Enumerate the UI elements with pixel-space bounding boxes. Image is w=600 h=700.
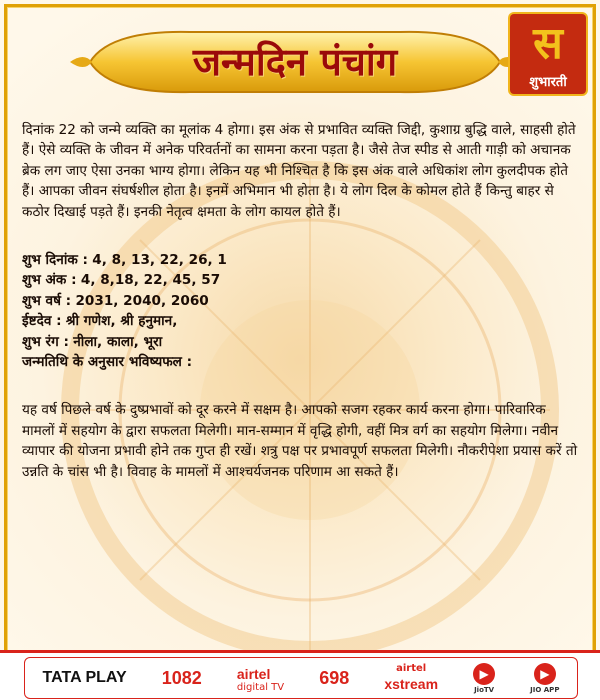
xstream-top-label: airtel (396, 662, 427, 674)
airtel-xstream (384, 664, 438, 693)
logo-text: शुभारती (529, 75, 567, 90)
airtel-digital-tv (237, 664, 284, 693)
lucky-numbers-value: 4, 8,18, 22, 45, 57 (80, 272, 221, 289)
lucky-dates-label: शुभ दिनांक : (22, 252, 88, 269)
lucky-dates-value: 4, 8, 13, 22, 26, 1 (92, 252, 227, 269)
lucky-years-label: शुभ वर्ष : (22, 292, 72, 309)
intro-paragraph: दिनांक 22 को जन्मे व्यक्ति का मूलांक 4 होगा। इस अंक से प्रभावित व्यक्ति जिद्दी, कुशाग्र बुद्धि वाले, साहसी होते हैं। ऐसे व्यक्ति के जीवन में अनेक परिवर्तनों का सामना करना पड़ता है। जैसे तेज स्पीड से आती गाड़ी को अचानक ब्रेक लग जाए ऐसा उनका भाग्य होगा। लेकिन यह भी निश्चित है कि इस अंक वाले अधिकांश लोग कुलदीपक होते हैं। आपका जीवन संघर्षशील होता है। इनमें अभिमान भी होता है। ये लोग दिल के कोमल होते हैं किन्तु बाहर से कठोर दिखाई पड़ते हैं। इनकी नेतृत्व क्षमता के लोग कायल होते हैं। (22, 122, 576, 220)
deity-label: ईष्टदेव : (22, 313, 62, 330)
tata-play-channel: 1082 (161, 667, 202, 688)
lucky-numbers-label: शुभ अंक : (22, 272, 77, 289)
jio-app-label: JIO APP (530, 685, 560, 694)
airtel-sub: digital TV (236, 681, 285, 693)
lucky-years (22, 291, 582, 311)
tata-play-label: TATA PLAY (42, 669, 127, 686)
lucky-years-value: 2031, 2040, 2060 (75, 292, 209, 309)
jio-app[interactable] (530, 663, 559, 694)
forecast-heading (22, 352, 582, 372)
title-banner (70, 22, 520, 102)
footer-channels (24, 657, 578, 699)
lucky-numbers (22, 270, 582, 290)
content (22, 120, 582, 482)
forecast-paragraph: यह वर्ष पिछले वर्ष के दुष्प्रभावों को दूर करने में सक्षम है। आपको सजग रहकर कार्य करना होगा। पारिवारिक मामलों में सहयोग के द्वारा सफलता मिलेगी। मान-सम्मान में वृद्धि होगी, वहीं मित्र वर्ग का सहयोग मिलेगा। नवीन व्यापार की योजना प्रभावी होने तक गुप्त ही रखें। शत्रु पक्ष पर प्रभावपूर्ण सफलता मिलेगी। नौकरीपेशा प्रयास करें तो उन्नति के चांस भी है। विवाह के मामलों में आश्चर्यजनक परिणाम आ सकते हैं। (22, 402, 578, 480)
logo-mark: स (533, 18, 563, 69)
lucky-colors-label: शुभ रंग : (22, 333, 69, 350)
footer-ad-bar (0, 650, 600, 700)
lucky-dates (22, 250, 582, 270)
shubharti-logo (510, 14, 586, 94)
play-icon: ▶ (534, 663, 556, 685)
lucky-colors-value: नीला, काला, भूरा (73, 333, 163, 350)
lucky-colors (22, 332, 582, 352)
jiotv-label: JioTV (474, 685, 495, 694)
jiotv-app[interactable] (473, 663, 495, 694)
deity-value: श्री गणेश, श्री हनुमान, (65, 313, 178, 330)
forecast-label: जन्मतिथि के अनुसार भविष्यफल : (22, 354, 193, 371)
airtel-label: airtel (236, 665, 271, 682)
airtel-channel: 698 (319, 667, 350, 688)
page-title: जन्मदिन पंचांग (192, 39, 398, 84)
deity (22, 311, 582, 331)
xstream-label: xstream (384, 675, 439, 692)
play-icon: ▶ (473, 663, 495, 685)
